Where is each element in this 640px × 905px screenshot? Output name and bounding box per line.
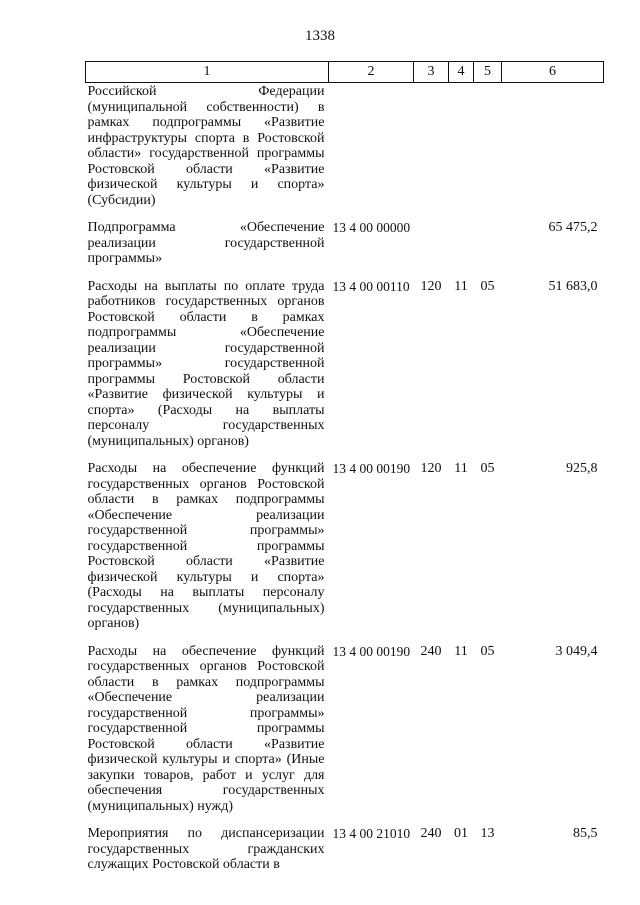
header-col-2: 2 [329, 62, 414, 83]
row-section: 01 [454, 826, 468, 841]
row-amount: 85,5 [573, 826, 598, 841]
row-amount [502, 83, 604, 209]
table-row [86, 83, 604, 209]
row-expense-type: 240 [420, 643, 442, 659]
row-target-code: 13 4 00 21010 [332, 826, 411, 841]
row-subsection [474, 220, 502, 267]
row-subsection [474, 83, 502, 209]
table-row [86, 826, 604, 873]
row-target-code: 13 4 00 00190 [332, 461, 411, 476]
table-row [86, 644, 604, 815]
row-target-code [329, 83, 414, 209]
row-expense-type: 120 [420, 461, 442, 476]
row-section [449, 220, 474, 267]
row-expense-type [414, 83, 449, 209]
header-col-1: 1 [86, 62, 329, 83]
row-subsection: 13 [480, 826, 495, 841]
row-subsection: 05 [480, 643, 495, 659]
row-subsection: 05 [480, 461, 495, 476]
page-number: 1338 [305, 28, 335, 44]
row-amount: 3 049,4 [555, 643, 598, 659]
row-amount: 65 475,2 [548, 220, 598, 235]
row-description: Российской Федерации (муниципальной собственности) в рамках подпрограммы «Развитие инфраструктуры спорта в Ростовской области» государственной программы Ростовской области «Развитие физической культуры и спорта» (Субсидии) [87, 84, 325, 208]
header-col-3: 3 [414, 62, 449, 83]
table-row [86, 220, 604, 267]
row-target-code: 13 4 00 00000 [332, 220, 411, 235]
row-section: 11 [454, 461, 468, 476]
row-description: Подпрограмма «Обеспечение реализации государственной программы» [87, 220, 325, 266]
header-col-4: 4 [449, 62, 474, 83]
row-subsection: 05 [480, 278, 495, 294]
row-expense-type [414, 220, 449, 267]
row-description: Мероприятия по диспансеризации государственных гражданских служащих Ростовской области в [87, 826, 325, 872]
header-col-6: 6 [502, 62, 604, 83]
row-expense-type: 120 [420, 278, 442, 294]
row-description: Расходы на обеспечение функций государственных органов Ростовской области в рамках подпрограммы «Обеспечение реализации государственной программы» государственной программы Ростовской области «Развитие физической культуры и спорта» (Расходы на выплаты персоналу государственных (муниципальных) органов) [87, 461, 325, 631]
row-description: Расходы на обеспечение функций государственных органов Ростовской области в рамках подпрограммы «Обеспечение реализации государственной программы» государственной программы Ростовской области «Развитие физической культуры и спорта» (Иные закупки товаров, работ и услуг для обеспечения государственных (муниципальных) нужд) [87, 643, 325, 814]
header-col-5: 5 [474, 62, 502, 83]
row-section: 11 [454, 643, 468, 659]
row-description: Расходы на выплаты по оплате труда работников государственных органов Ростовской области в рамках подпрограммы «Обеспечение реализации государственной программы» государственной программы Ростовской области «Развитие физической культуры и спорта» (Расходы на выплаты персоналу государственных (муниципальных) органов) [87, 278, 325, 449]
table-header-row [86, 62, 604, 83]
row-target-code: 13 4 00 00190 [332, 643, 411, 659]
table-row [86, 461, 604, 632]
row-amount: 925,8 [566, 461, 598, 476]
row-section [449, 83, 474, 209]
budget-table [85, 61, 604, 873]
row-section: 11 [454, 278, 468, 294]
row-amount: 51 683,0 [548, 278, 598, 294]
row-expense-type: 240 [420, 826, 442, 841]
row-target-code: 13 4 00 00110 [332, 278, 410, 294]
table-row [86, 279, 604, 450]
